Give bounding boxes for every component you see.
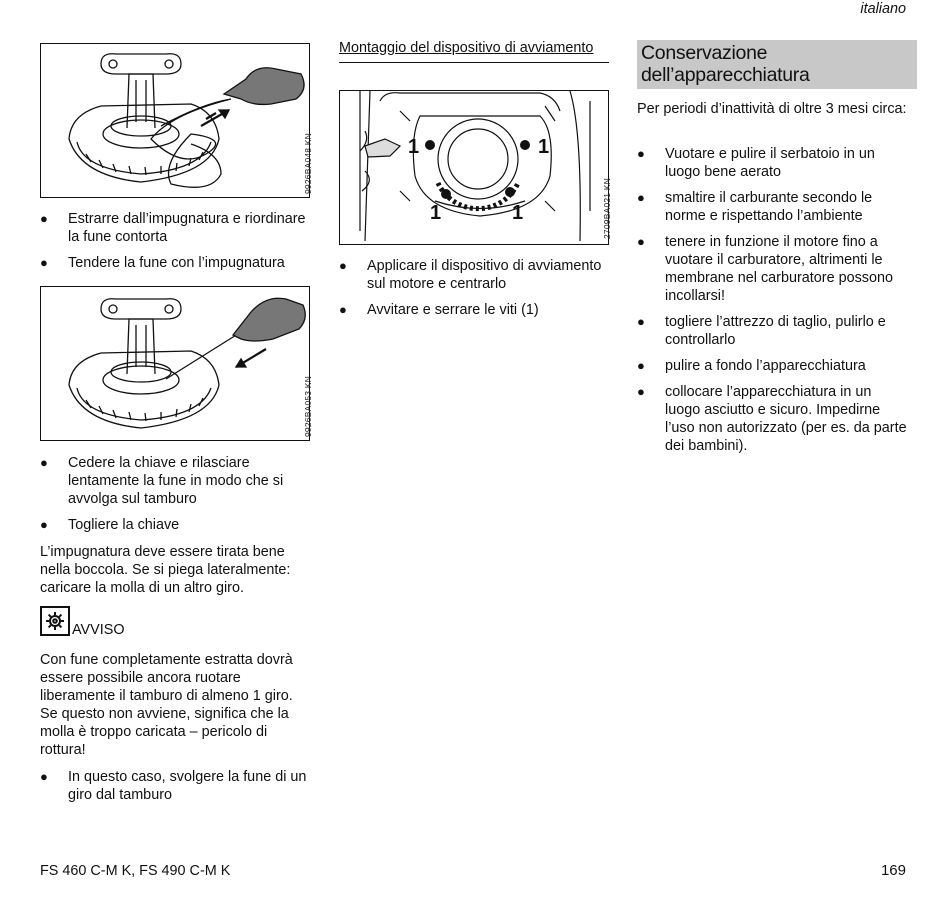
left-bullets-3 (40, 768, 310, 812)
figure-code: 9926BA053 KN (303, 376, 313, 437)
left-bullets-1 (40, 210, 310, 280)
callout-label: 1 (430, 202, 442, 224)
list-item: ● Cedere la chiave e rilasciare lentamente la fune in modo che si avvolga sul tamburo (40, 454, 310, 508)
gear-icon (40, 606, 70, 636)
list-item: ● pulire a fondo l’apparecchiatura (637, 357, 909, 375)
list-item: ● collocare l’apparecchiatura in un luogo asciutto e sicuro. Impedirne l’uso non autorizzato (per es. da parte dei bambini). (637, 383, 909, 455)
notice-text (40, 651, 310, 759)
footer-model: FS 460 C-M K, FS 490 C-M K (40, 863, 231, 879)
page-number: 169 (880, 862, 906, 879)
storage-intro: Per periodi d’inattività di oltre 3 mesi circa: (637, 101, 907, 117)
notice-label: AVVISO (72, 622, 125, 638)
list-item: ● Tendere la fune con l’impugnatura (40, 254, 310, 272)
figure-starter-mount (339, 90, 612, 245)
figure-code: 2709BA021 KN (602, 178, 612, 239)
figure-code: 9926BA048 KN (303, 133, 313, 194)
storage-section-heading: Conservazione dell’apparecchiatura (637, 40, 917, 89)
list-item: ● Estrarre dall’impugnatura e riordinare la fune contorta (40, 210, 310, 246)
engine-starter-illustration (340, 91, 610, 246)
figure-rope-untangle (40, 43, 313, 198)
notice-body: Con fune completamente estratta dovrà essere possibile ancora ruotare liberamente il tamburo di almeno 1 giro. Se questo non avviene, significa che la molla è troppo caricata – (40, 652, 293, 740)
page-language-label: italiano (860, 1, 906, 17)
starter-drum-illustration (41, 287, 311, 442)
storage-bullets (637, 145, 909, 463)
callout-label: 1 (512, 202, 524, 224)
notice-emphasis: pericolo di rottura! (40, 724, 268, 758)
callout-label: 1 (538, 136, 550, 158)
callout-label: 1 (408, 136, 420, 158)
section-title: Montaggio del dispositivo di avviamento (339, 40, 594, 56)
list-item: ● Vuotare e pulire il serbatoio in un luogo bene aerato (637, 145, 909, 181)
list-item: ● In questo caso, svolgere la fune di un giro dal tamburo (40, 768, 310, 804)
mount-section-heading (339, 39, 609, 63)
middle-bullets (339, 257, 609, 327)
list-item: ● togliere l’attrezzo di taglio, pulirlo e controllarlo (637, 313, 909, 349)
notice-heading (40, 606, 125, 636)
list-item: ● Applicare il dispositivo di avviamento sul motore e centrarlo (339, 257, 609, 293)
left-bullets-2 (40, 454, 310, 542)
title-rule (339, 62, 609, 63)
list-item: ● Avvitare e serrare le viti (1) (339, 301, 609, 319)
starter-drum-illustration (41, 44, 311, 199)
list-item: ● tenere in funzione il motore fino a vuotare il carburatore, altrimenti le membrane nel carburatore possono incollarsi! (637, 233, 909, 305)
left-paragraph: L’impugnatura deve essere tirata bene nella boccola. Se si piega lateralmente: caricare la molla di un altro giro. (40, 544, 291, 596)
list-item: ● smaltire il carburante secondo le norme e rispettando l’ambiente (637, 189, 909, 225)
list-item: ● Togliere la chiave (40, 516, 310, 534)
figure-rope-tension (40, 286, 313, 441)
